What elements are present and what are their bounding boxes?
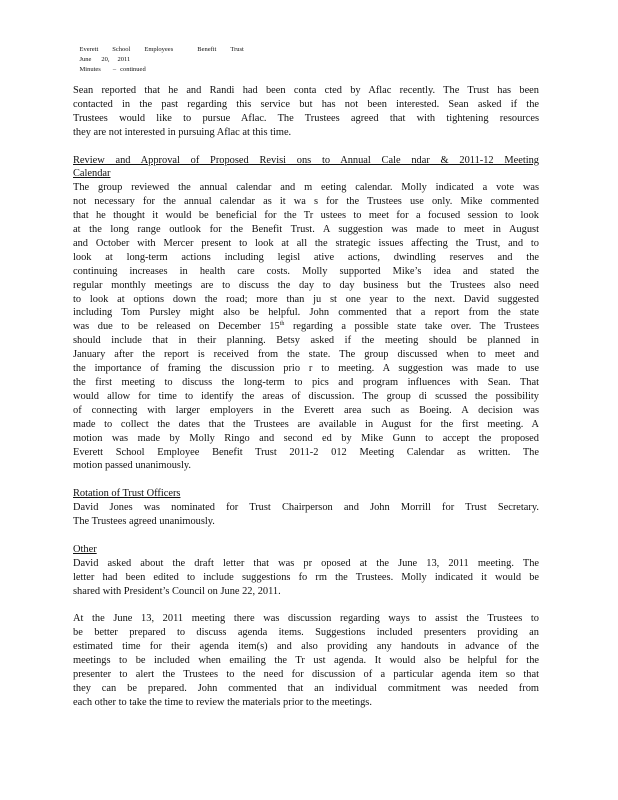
- section-heading: Other: [73, 543, 97, 555]
- header-word: 2011: [117, 56, 131, 63]
- body-line: Everett School Employee Benefit Trust 2011-2 012 Meeting Calendar as written. The: [73, 446, 539, 458]
- paragraph: [73, 543, 539, 599]
- header-word: Minutes: [79, 66, 101, 73]
- body-line: was due to be released on December 15th regarding a possible state take over. The Trustees: [73, 321, 539, 333]
- header-word: Benefit: [197, 46, 217, 53]
- body-line: regular monthly meetings are to discuss the day to day business but the Trustees also need: [73, 279, 539, 291]
- body-line: continuing increases in health care costs. Molly supported Mike’s idea and stated the: [73, 265, 539, 277]
- body-line: The group reviewed the annual calendar and m eeting calendar. Molly indicated a vote was: [73, 182, 539, 194]
- body-line: estimated time for their agenda item(s) and also providing any handouts in advance of the: [73, 641, 539, 653]
- header-word: Everett: [79, 46, 99, 53]
- body-line: should include that in their planning. Betsy asked if the meeting should be planned in: [73, 335, 539, 347]
- body-line: the first meeting to discuss the long-term to pics and program influences with Sean. That: [73, 377, 539, 389]
- body-line: Trustees would like to pursue Aflac. The Trustees agreed that with tightening resources: [73, 112, 539, 124]
- body-line: motion was made by Molly Ringo and second ed by Mike Gunn to accept the proposed: [73, 432, 539, 444]
- paragraph: [73, 487, 539, 529]
- body-line: would allow for time to identify the areas of discussion. The group di scussed the possibility: [73, 390, 539, 402]
- header-word: Trust: [230, 46, 244, 53]
- body-line: each other to take the time to review the materials prior to the meetings.: [73, 696, 372, 708]
- paragraph: [73, 84, 539, 140]
- body-line: the importance of framing the discussion prio r to meeting. A suggestion was made to use: [73, 363, 539, 375]
- header-word: Employees: [144, 46, 174, 53]
- body-line: contacted in the past regarding this service but has not been interested. Sean asked if the: [73, 98, 539, 110]
- body-line: at the long range outlook for the Benefit Trust. A suggestion was made to meet in August: [73, 224, 539, 236]
- body-line: of connecting with larger employers in the Everett area such as Boeing. A decision was: [73, 404, 539, 416]
- paragraph: [73, 612, 539, 709]
- paragraph: [73, 154, 539, 474]
- body-line: meetings to be included when emailing the Tr ust agenda. It would also be helpful for the: [73, 655, 539, 667]
- body-line: they can be prepared. John commented that an individual commitment was needed from: [73, 682, 539, 694]
- body-line: be better prepared to discuss agenda items. Suggestions included presenters providing an: [73, 627, 539, 639]
- section-heading: Rotation of Trust Officers: [73, 488, 181, 500]
- section-heading: Calendar: [73, 168, 111, 180]
- document-body: [73, 84, 539, 724]
- body-line: and October with Mercer present to look at all the strategic issues affecting the Trust, and to: [73, 237, 539, 249]
- body-line: At the June 13, 2011 meeting there was discussion regarding ways to assist the Trustees to: [73, 613, 539, 625]
- body-line: January after the report is received from the state. The group discussed when to meet and: [73, 349, 539, 361]
- body-line: David Jones was nominated for Trust Chairperson and John Morrill for Trust Secretary.: [73, 502, 539, 514]
- body-line: letter had been edited to include suggestions fo rm the Trustees. Molly indicated it would be: [73, 571, 539, 583]
- body-line: look at long-term actions including legisl ative actions, dwindling reserves and the: [73, 251, 539, 263]
- body-line: motion passed unanimously.: [73, 460, 191, 472]
- header-word: –: [112, 66, 117, 73]
- body-line: The Trustees agreed unanimously.: [73, 516, 215, 528]
- header-word: 20,: [101, 56, 110, 63]
- header-word: continued: [120, 66, 146, 73]
- body-line: including Tom Pursley might also be helpful. John commented that a report from the state: [73, 307, 539, 319]
- header-word: School: [112, 46, 131, 53]
- body-line: presenter to alert the Trustees to the need for discussion of a particular agenda item so that: [73, 669, 539, 680]
- header-word: June: [79, 56, 92, 63]
- header-line-3: [73, 58, 146, 82]
- body-line: to look at options down the road; more than ju st one year to the next. David suggested: [73, 293, 539, 305]
- body-line: that he thought it would be beneficial for the Tr ustees to meet for a focused session to look: [73, 210, 539, 222]
- body-line: made to collect the dates that the Trustees are available in August for the first meeting. A: [73, 418, 539, 430]
- body-line: shared with President’s Council on June 22, 2011.: [73, 585, 281, 597]
- section-heading: Review and Approval of Proposed Revisi ons to Annual Cale ndar & 2011-12 Meeting: [73, 154, 539, 166]
- body-line: they are not interested in pursuing Aflac at this time.: [73, 126, 292, 138]
- body-line: not necessary for the annual calendar as it wa s for the Trustees use only. Mike commented: [73, 196, 539, 208]
- body-line: David asked about the draft letter that was pr oposed at the June 13, 2011 meeting. The: [73, 557, 539, 569]
- body-line: Sean reported that he and Randi had been conta cted by Aflac recently. The Trust has been: [73, 85, 539, 96]
